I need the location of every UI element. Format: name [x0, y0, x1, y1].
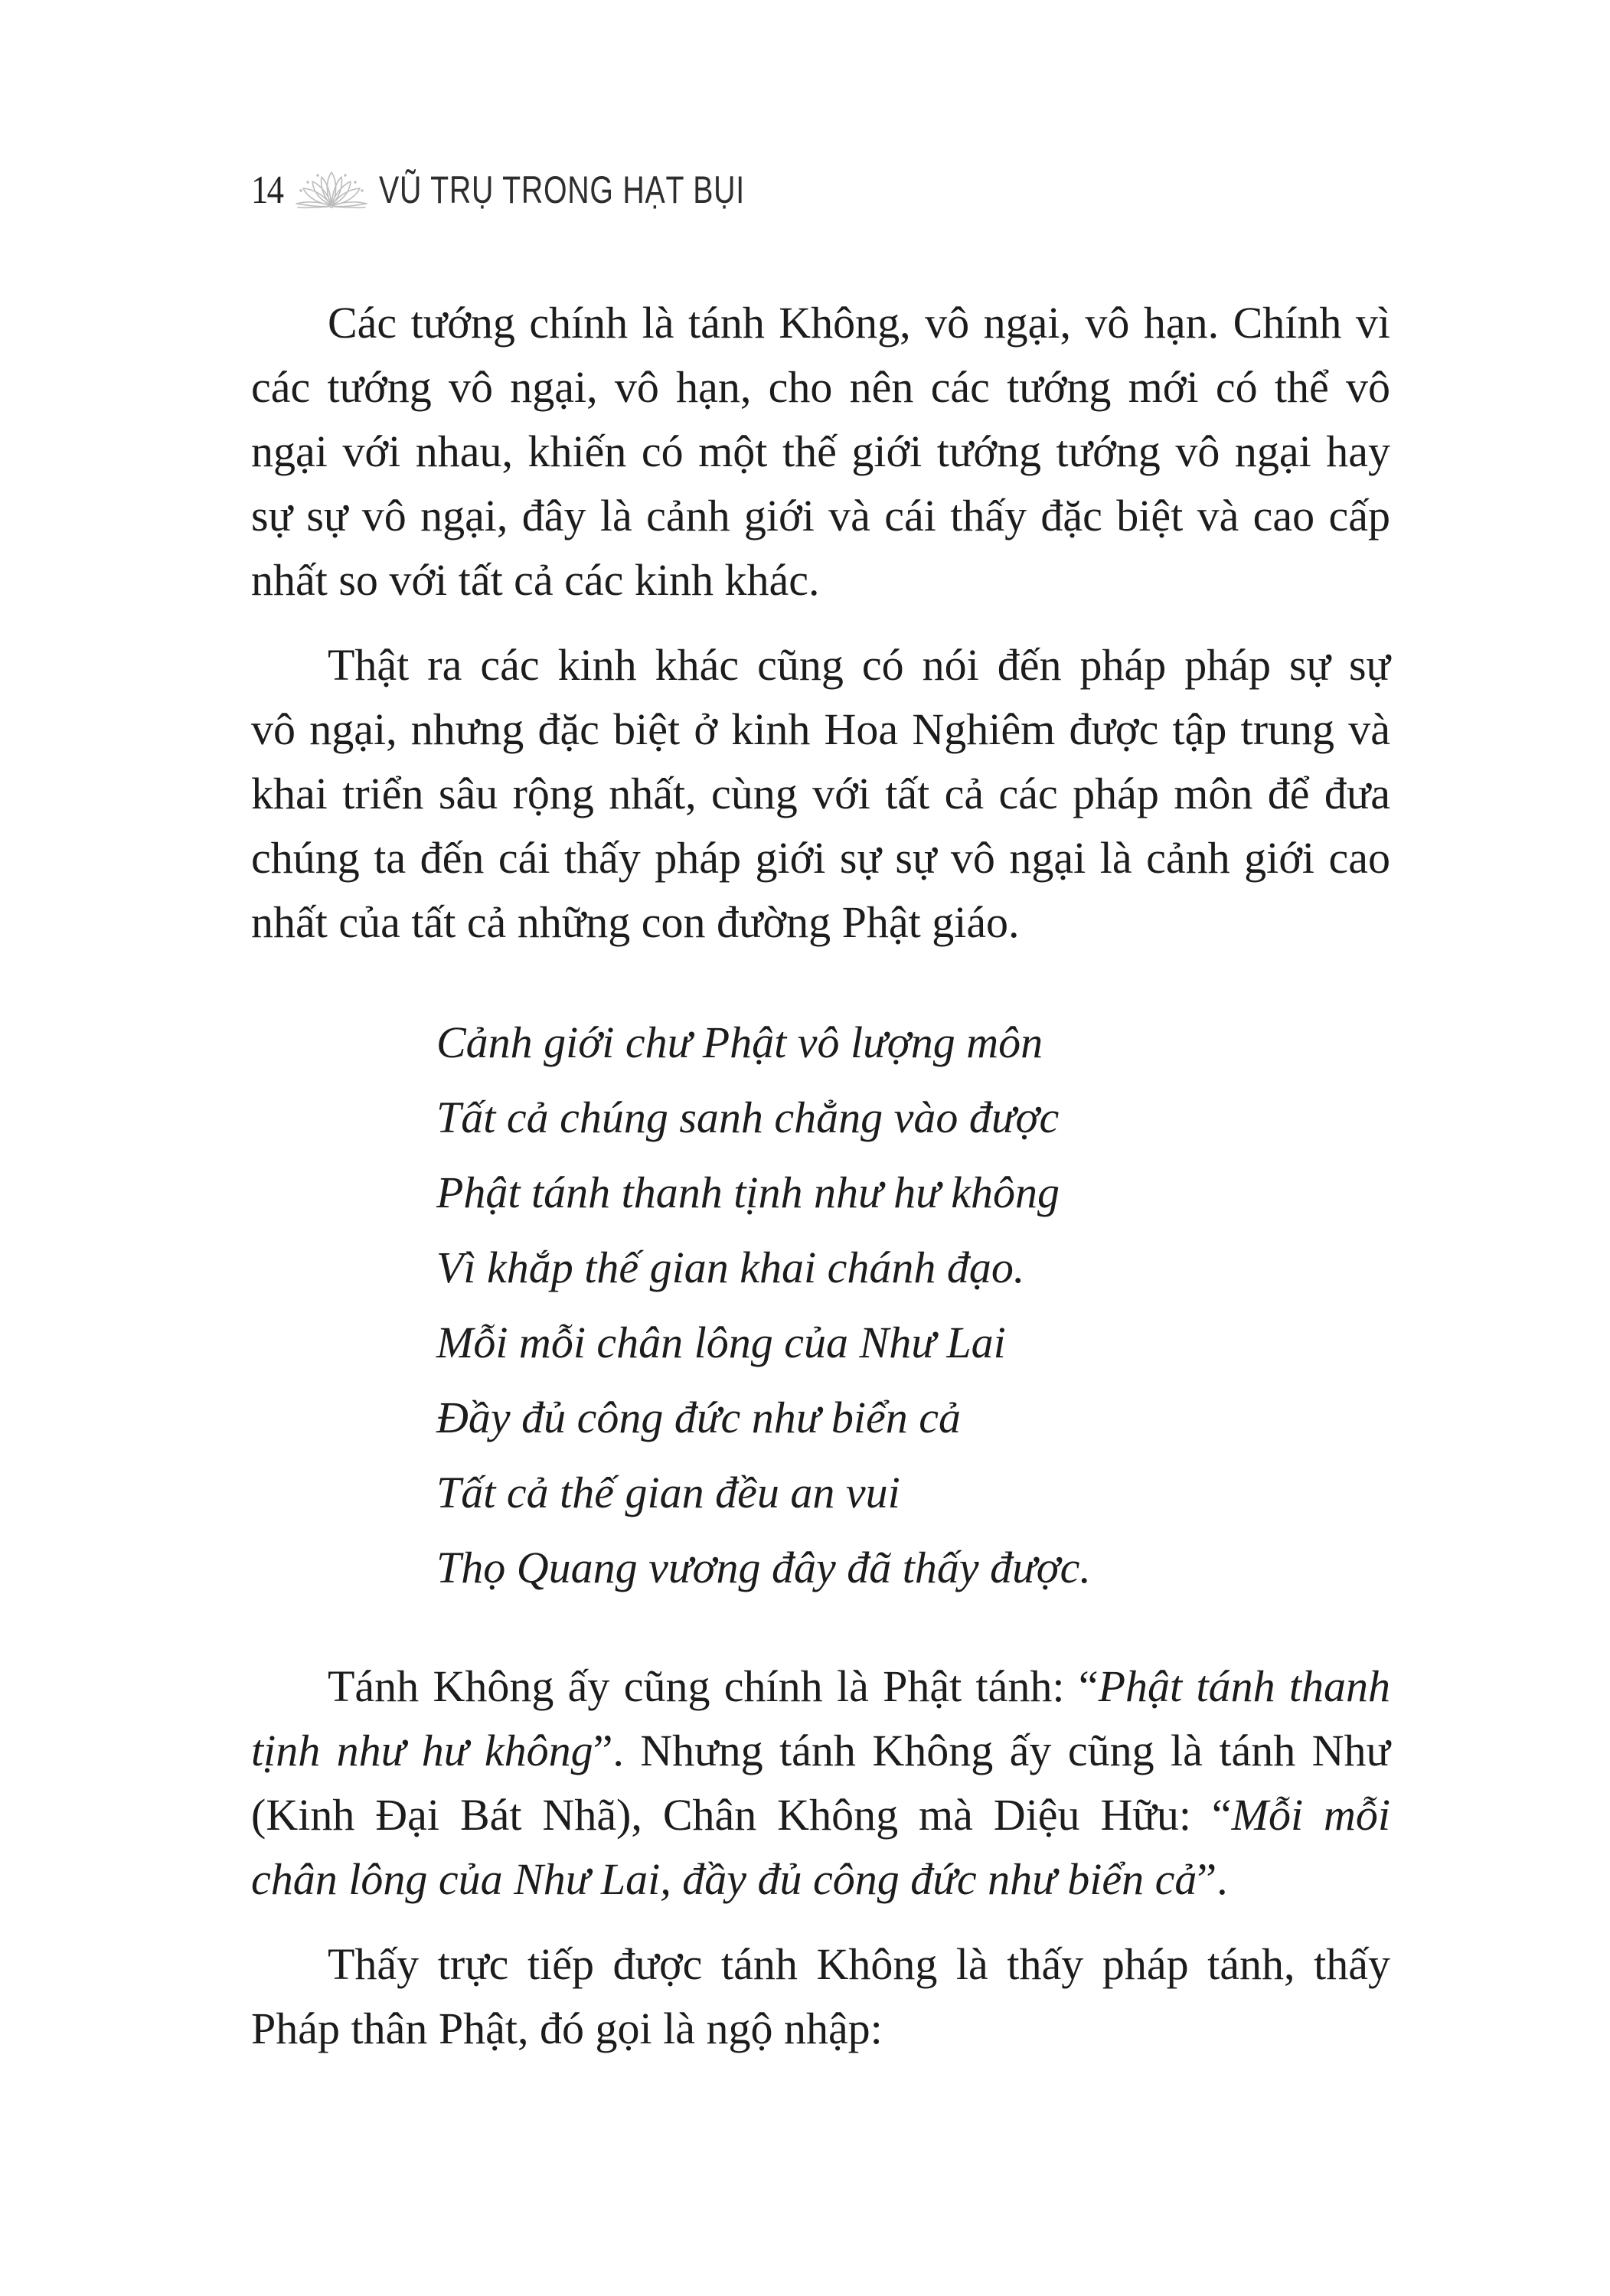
text-run: vô ngại, nhưng đặc biệt ở kinh Hoa Nghiêm được tập trung và	[251, 704, 1390, 754]
text-line	[251, 484, 1390, 548]
running-header	[251, 170, 845, 210]
text-run: ngại với nhau, khiến có một thế giới tướng tướng vô ngại hay	[251, 426, 1390, 476]
body-text	[251, 291, 1390, 2061]
text-run: sự sự vô ngại, đây là cảnh giới và cái thấy đặc biệt và cao cấp	[251, 491, 1390, 541]
text-line	[251, 633, 1390, 697]
poem-line: Đầy đủ công đức như biển cả	[436, 1393, 961, 1442]
poem-line: Phật tánh thanh tịnh như hư không	[436, 1168, 1060, 1217]
poem-line: Tất cả chúng sanh chẳng vào được	[436, 1092, 1060, 1142]
paragraph	[251, 291, 1390, 612]
text-run: Tánh Không ấy cũng chính là Phật tánh: “	[328, 1661, 1099, 1711]
lotus-icon	[295, 170, 368, 210]
text-line	[251, 420, 1390, 484]
text-run: ”.	[1197, 1854, 1228, 1904]
text-line	[251, 1932, 1390, 1997]
text-line	[251, 1783, 1390, 1847]
page-number: 14	[251, 168, 283, 212]
text-run: Thấy trực tiếp được tánh Không là thấy pháp tánh, thấy	[328, 1939, 1390, 1989]
poem-verse	[436, 1005, 1390, 1605]
text-line	[251, 548, 1390, 612]
book-title: VŨ TRỤ TRONG HẠT BỤI	[379, 168, 745, 211]
text-run: nhất so với tất cả các kinh khác.	[251, 555, 820, 605]
text-run: Thật ra các kinh khác cũng có nói đến pháp pháp sự sự	[328, 640, 1390, 690]
poem-line: Thọ Quang vương đây đã thấy được.	[436, 1543, 1091, 1592]
paragraph	[251, 1932, 1390, 2061]
text-line	[251, 291, 1390, 355]
text-run: các tướng vô ngại, vô hạn, cho nên các tướng mới có thể vô	[251, 362, 1390, 412]
poem-line: Mỗi mỗi chân lông của Như Lai	[436, 1318, 1006, 1367]
text-line	[251, 890, 1390, 955]
text-line	[251, 355, 1390, 420]
poem-line: Tất cả thế gian đều an vui	[436, 1468, 900, 1517]
italic-quote: Phật tánh thanh	[1098, 1661, 1390, 1711]
poem-line: Cảnh giới chư Phật vô lượng môn	[436, 1017, 1043, 1067]
text-line	[251, 1997, 1390, 2061]
text-line	[251, 697, 1390, 762]
text-line	[251, 1847, 1390, 1912]
italic-quote: tịnh như hư không	[251, 1726, 593, 1775]
paragraph	[251, 1654, 1390, 1912]
text-run: chúng ta đến cái thấy pháp giới sự sự vô ngại là cảnh giới cao	[251, 833, 1390, 883]
text-run: nhất của tất cả những con đường Phật giáo.	[251, 897, 1020, 947]
text-line	[251, 1654, 1390, 1719]
text-run: (Kinh Đại Bát Nhã), Chân Không mà Diệu Hữu: “	[251, 1790, 1232, 1840]
text-line	[251, 762, 1390, 826]
text-run: khai triển sâu rộng nhất, cùng với tất cả các pháp môn để đưa	[251, 769, 1390, 818]
text-line	[251, 826, 1390, 890]
italic-quote: chân lông của Như Lai, đầy đủ công đức như biển cả	[251, 1854, 1197, 1904]
text-run: Các tướng chính là tánh Không, vô ngại, vô hạn. Chính vì	[328, 298, 1390, 348]
text-line	[251, 1719, 1390, 1783]
text-run: ”. Nhưng tánh Không ấy cũng là tánh Như	[593, 1726, 1390, 1775]
text-run: Pháp thân Phật, đó gọi là ngộ nhập:	[251, 2004, 883, 2053]
italic-quote: Mỗi mỗi	[1231, 1790, 1390, 1840]
paragraph	[251, 633, 1390, 955]
poem-line: Vì khắp thế gian khai chánh đạo.	[436, 1243, 1025, 1292]
